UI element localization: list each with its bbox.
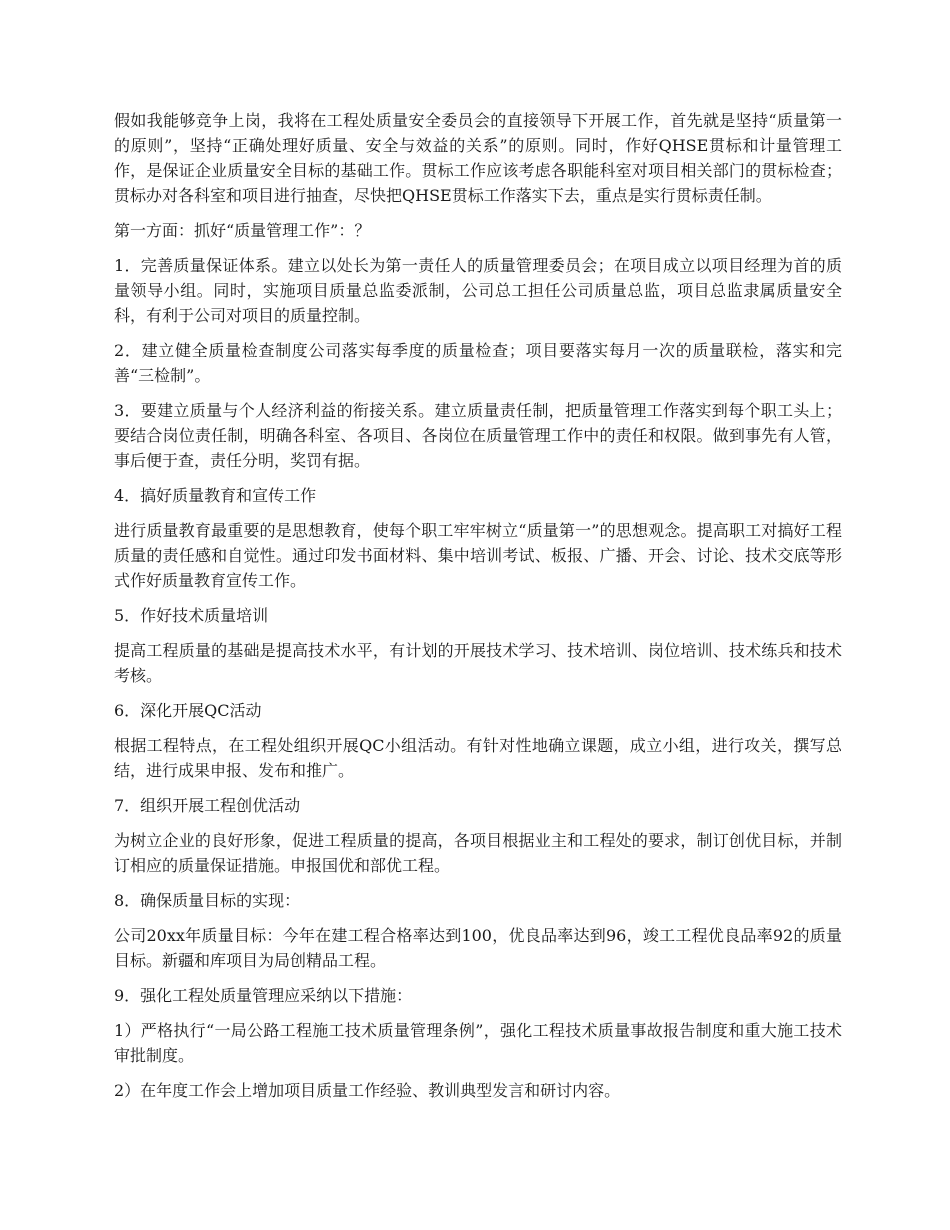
item-8-heading: 8．确保质量目标的实现：	[114, 891, 301, 910]
item-9-sub-2: 2）在年度工作会上增加项目质量工作经验、教训典型发言和研讨内容。	[114, 1081, 621, 1100]
item-7-body: 为树立企业的良好形象，促进工程质量的提高，各项目根据业主和工程处的要求，制订创优目标，并制订相应的质量保证措施。申报国优和部优工程。	[114, 831, 842, 875]
item-9-sub-1: 1）严格执行“一局公路工程施工技术质量管理条例”，强化工程技术质量事故报告制度和重大施工技术审批制度。	[114, 1021, 842, 1065]
item-7-heading: 7．组织开展工程创优活动	[114, 796, 301, 815]
item-6-body: 根据工程特点，在工程处组织开展QC小组活动。有针对性地确立课题，成立小组，进行攻关，撰写总结，进行成果申报、发布和推广。	[114, 736, 842, 780]
item-4-heading: 4．搞好质量教育和宣传工作	[114, 486, 317, 505]
item-6-heading: 6．深化开展QC活动	[114, 701, 262, 720]
document-body	[114, 108, 842, 1113]
item-4-body: 进行质量教育最重要的是思想教育，使每个职工牢牢树立“质量第一”的思想观念。提高职工对搞好工程质量的责任感和自觉性。通过印发书面材料、集中培训考试、板报、广播、开会、讨论、技术交底等形式作好质量教育宣传工作。	[114, 521, 842, 590]
item-3: 3．要建立质量与个人经济利益的衔接关系。建立质量责任制，把质量管理工作落实到每个职工头上；要结合岗位责任制，明确各科室、各项目、各岗位在质量管理工作中的责任和权限。做到事先有人管，事后便于查，责任分明，奖罚有据。	[114, 401, 842, 470]
item-5-heading: 5．作好技术质量培训	[114, 606, 269, 625]
item-8-body: 公司20xx年质量目标：今年在建工程合格率达到100，优良品率达到96，竣工工程优良品率92的质量目标。新疆和库项目为局创精品工程。	[114, 926, 842, 970]
item-5-body: 提高工程质量的基础是提高技术水平，有计划的开展技术学习、技术培训、岗位培训、技术练兵和技术考核。	[114, 641, 842, 685]
item-2: 2．建立健全质量检查制度公司落实每季度的质量检查；项目要落实每月一次的质量联检，落实和完善“三检制”。	[114, 341, 842, 385]
paragraph-intro: 假如我能够竞争上岗，我将在工程处质量安全委员会的直接领导下开展工作，首先就是坚持“质量第一的原则”，坚持“正确处理好质量、安全与效益的关系”的原则。同时，作好QHSE贯标和计量管理工作，是保证企业质量安全目标的基础工作。贯标工作应该考虑各职能科室对项目相关部门的贯标检查；贯标办对各科室和项目进行抽查，尽快把QHSE贯标工作落实下去，重点是实行贯标责任制。	[114, 111, 842, 205]
item-1: 1．完善质量保证体系。建立以处长为第一责任人的质量管理委员会；在项目成立以项目经理为首的质量领导小组。同时，实施项目质量总监委派制，公司总工担任公司质量总监，项目总监隶属质量安全科，有利于公司对项目的质量控制。	[114, 256, 842, 325]
item-9-heading: 9．强化工程处质量管理应采纳以下措施：	[114, 986, 413, 1005]
section-heading: 第一方面：抓好“质量管理工作”：？	[114, 221, 371, 240]
